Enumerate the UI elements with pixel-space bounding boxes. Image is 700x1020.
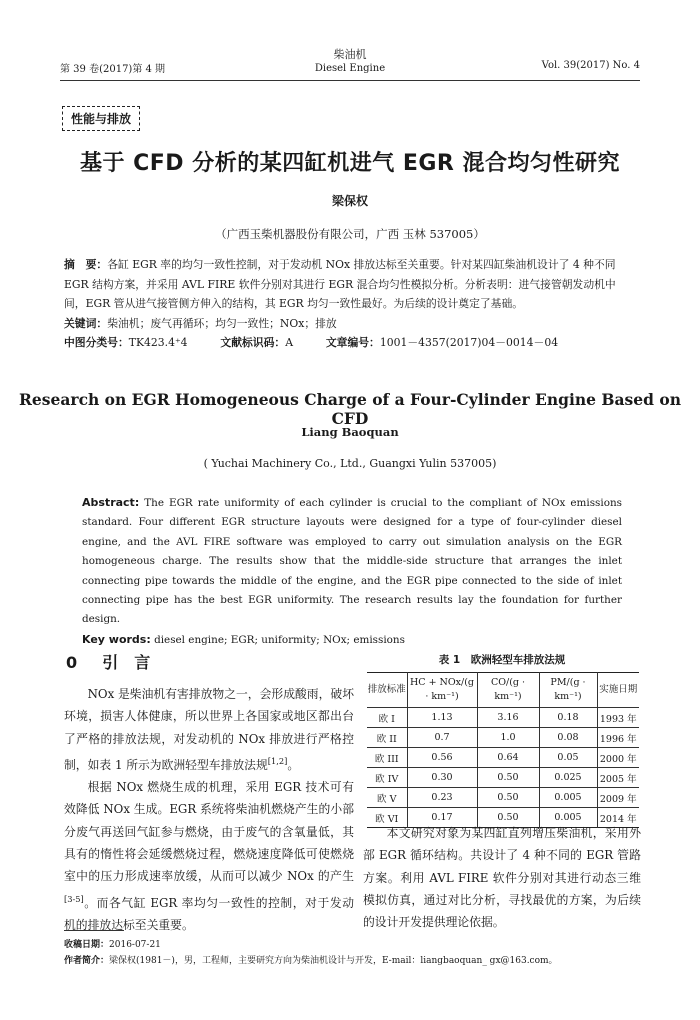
keywords-en [82,630,622,650]
table-row [367,708,639,728]
body-right-column [363,822,641,933]
table-cell: 0.7 [407,728,477,748]
doc-code-value: A [285,336,293,349]
author-zh: 梁保权 [331,194,368,208]
abstract-en [82,493,622,650]
table-cell: 1.0 [477,728,539,748]
footnote-author [64,953,644,966]
table-header-cell: 实施日期 [597,673,639,708]
affiliation-zh: （广西玉柴机器股份有限公司，广西 玉林 537005） [215,227,485,241]
table-cell: 0.30 [407,768,477,788]
table-cell: 0.50 [477,808,539,828]
table-header-cell: HC + NOx/(g · km⁻¹) [407,673,477,708]
abstract-en-body [82,493,622,630]
paragraph-2 [64,776,354,936]
paragraph-2-end: 。而各气缸 EGR 率均匀一致性的控制，对于发动机的排放达标至关重要。 [64,895,354,932]
table-caption: 表 1 欧洲轻型车排放法规 [438,654,566,666]
journal-name-zh: 柴油机 [333,48,367,61]
received-label: 收稿日期： [64,940,110,950]
abstract-zh-text: 各缸 EGR 率的均匀一致性控制，对于发动机 NOx 排放达标至关重要。针对某四缸柴油机设计了 4 种不同 EGR 结构方案，并采用 AVL FIRE 软件分别对其进行 EGR 混合均匀性模拟分析。分析表明：进气接管朝发动机中间，EGR 管从进气接管侧方伸入的结构，其 EGR 均匀一致性最好。为后续的设计奠定了基础。 [64,258,616,310]
paragraph-1 [64,683,354,776]
received-date: 2016-07-21 [109,940,161,950]
table-cell: 0.18 [539,708,597,728]
affiliation-en: ( Yuchai Machinery Co., Ltd., Guangxi Yulin 537005) [203,457,497,470]
abstract-zh-body [64,255,636,314]
table-cell: 0.05 [539,748,597,768]
table-cell: 欧 I [367,708,407,728]
clc-value: TK423.4⁺4 [128,336,188,349]
title-zh: 基于 CFD 分析的某四缸机进气 EGR 混合均匀性研究 [79,151,621,176]
title-en: Research on EGR Homogeneous Charge of a Four-Cylinder Engine Based on CFD [19,390,681,428]
section-number: 0 [66,653,78,672]
section-title: 引 言 [102,653,151,672]
table-row [367,728,639,748]
table-header-cell: 排放标准 [367,673,407,708]
column-tag: 性能与排放 [62,106,140,131]
table-cell: 欧 VI [367,808,407,828]
table-cell: 0.08 [539,728,597,748]
table-header-cell: CO/(g · km⁻¹) [477,673,539,708]
table-cell: 0.005 [539,808,597,828]
keywords-en-label: Key words: [82,632,151,646]
table-row [367,768,639,788]
table-cell: 1993 年 [597,708,639,728]
table-cell: 2014 年 [597,808,639,828]
table-cell: 0.56 [407,748,477,768]
paragraph-1-text: NOx 是柴油机有害排放物之一，会形成酸雨，破坏环境，损害人体健康，所以世界上各国家或地区都出台了严格的排放法规，对发动机的 NOx 排放进行严格控制，如表 1 所示为欧洲轻型车排放法规 [64,687,354,772]
header-rule [60,80,640,81]
table-cell: 0.005 [539,788,597,808]
table-row [367,748,639,768]
journal-name-en: Diesel Engine [314,63,386,74]
keywords-zh-text: 柴油机；废气再循环；均匀一致性；NOx；排放 [107,316,337,330]
table-cell: 0.50 [477,788,539,808]
table-cell: 0.025 [539,768,597,788]
table-cell: 0.64 [477,748,539,768]
body-left-column [64,683,354,936]
classification-line [64,333,636,353]
table-cell: 1.13 [407,708,477,728]
table-cell: 2009 年 [597,788,639,808]
paragraph-1-end: 。 [287,757,300,772]
abstract-zh [64,255,636,353]
table-cell: 3.16 [477,708,539,728]
paragraph-3: 本文研究对象为某四缸直列增压柴油机，采用外部 EGR 循环结构。共设计了 4 种不同的 EGR 管路方案。利用 AVL FIRE 软件分别对其进行动态三维模拟仿真，通过对比分析，寻找最优的方案，为后续的设计开发提供理论依据。 [363,826,641,930]
citation-1: [1,2] [267,755,288,766]
article-no-value: 1001－4357(2017)04－0014－04 [379,336,559,349]
table-cell: 欧 IV [367,768,407,788]
keywords-zh-label: 关键词： [64,316,108,330]
footnote-rule [64,930,124,931]
table-cell: 2000 年 [597,748,639,768]
author-info-label: 作者简介： [64,956,110,966]
abstract-en-text: The EGR rate uniformity of each cylinder is crucial to the compliant of NOx emissions standard. Four different EGR structure layouts were designed for a type of four-cylinder diesel engine, and the AVL FIRE software was employed to carry out simulation analysis on the EGR homogeneous charge. The results show that the middle-side structure that arranges the inlet connecting pipe towards the middle of the engine, and the EGR pipe connected to the side of inlet connecting pipe has the best EGR uniformity. The research results lay the foundation for further design. [82,497,622,626]
table-cell: 欧 III [367,748,407,768]
table-cell: 0.23 [407,788,477,808]
table-header-cell: PM/(g · km⁻¹) [539,673,597,708]
article-no-label: 文章编号： [325,336,380,349]
citation-2: [3-5] [64,893,84,904]
table-cell: 欧 V [367,788,407,808]
issue-left: 第 39 卷(2017)第 4 期 [60,64,166,75]
clc-label: 中图分类号： [64,336,129,349]
paragraph-2-text: 根据 NOx 燃烧生成的机理，采用 EGR 技术可有效降低 NOx 生成。EGR 系统将柴油机燃烧产生的小部分废气再送回气缸参与燃烧，由于废气的含氧量低，其具有的惰性将会延缓燃烧过程，燃烧速度降低可使燃烧室中的压力形成速率放缓，从而可以减少 NOx 的产生 [64,780,354,884]
table-cell: 1996 年 [597,728,639,748]
abstract-zh-label: 摘 要： [64,258,108,271]
keywords-zh [64,314,636,334]
abstract-en-label: Abstract: [82,496,140,509]
table-row [367,788,639,808]
table-cell: 0.17 [407,808,477,828]
table-cell: 2005 年 [597,768,639,788]
section-heading [66,650,150,673]
keywords-en-text: diesel engine; EGR; uniformity; NOx; emissions [154,633,405,646]
footnote-received [64,937,644,950]
table-cell: 0.50 [477,768,539,788]
table-cell: 欧 II [367,728,407,748]
emission-table [367,672,639,828]
doc-code-label: 文献标识码： [220,336,286,349]
issue-right: Vol. 39(2017) No. 4 [541,60,640,71]
author-info-text: 梁保权(1981－)，男，工程师，主要研究方向为柴油机设计与开发，E-mail：liangbaoquan_ gx@163.com。 [109,956,558,966]
author-en: Liang Baoquan [301,425,399,439]
table-header-row [367,673,639,708]
